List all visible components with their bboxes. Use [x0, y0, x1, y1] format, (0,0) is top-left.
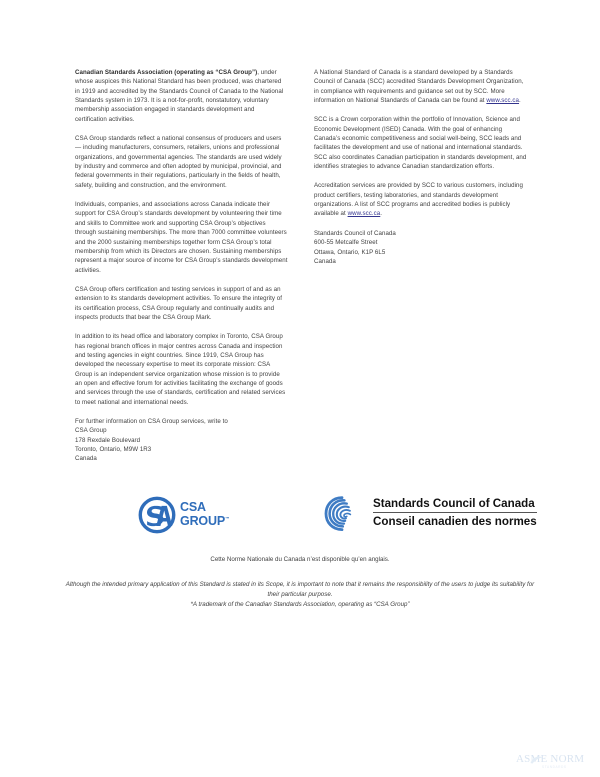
asme-norm-watermark — [516, 753, 600, 777]
scc-address-line-1: Standards Council of Canada — [314, 229, 396, 237]
scc-website-link-1[interactable]: www.scc.ca — [486, 97, 520, 105]
scope-disclaimer — [60, 580, 540, 610]
right-column — [314, 68, 527, 266]
nsc-definition-period: . — [519, 97, 521, 105]
disclaimer-line-1: Although the intended primary application of this Standard is stated in its Scope, it is important to note that it remains the responsibility of — [65, 581, 440, 588]
trademark-symbol: ™ — [225, 516, 230, 522]
scc-website-link-2[interactable]: www.scc.ca — [347, 210, 381, 218]
csa-address-line-4: Canada — [75, 455, 97, 463]
scc-accreditation-text: Accreditation services are provided by SCC to various customers, including product certifiers, testing laboratories, and standards development organizations. A list of SCC programs and accredited bodies is publicly available at — [314, 182, 523, 218]
watermark-swoosh-icon — [529, 754, 543, 765]
csa-bold-lead: Canadian Standards Association (operating as “CSA Group”) — [75, 69, 258, 76]
csa-wordmark-line1: CSA — [180, 499, 206, 514]
watermark-subtext: STANDARDS — [542, 765, 567, 769]
standards-council-canada-logo — [322, 492, 537, 534]
scc-spiral-icon — [322, 492, 362, 534]
csa-address-intro: For further information on CSA Group services, write to — [75, 418, 228, 425]
csa-circle-mark-icon — [138, 496, 176, 534]
disclaimer-trademark-line: *A trademark of the Canadian Standards Association, operating as “CSA Group” — [190, 601, 410, 608]
paragraph-scc-crown-corp: SCC is a Crown corporation within the portfolio of Innovation, Science and Economic Development (ISED) Canada. With the goal of enhancing Canada’s economic competitiveness and social well-being, SCC leads and facilitates the development and use of national and international standards. SCC also coordinates Canadian participation in standards development, and identifies strategies to advance Canadian standardization efforts. — [314, 116, 527, 171]
french-availability-note: Cette Norme Nationale du Canada n’est disponible qu’en anglais. — [210, 556, 390, 563]
paragraph-scc-accreditation — [314, 181, 527, 218]
csa-wordmark — [180, 499, 230, 529]
paragraph-csa-membership: Individuals, companies, and associations across Canada indicate their support for CSA Group’s standards development by volunteering their time and skills to Committee work and supporting CSA Group’s objectives through sustaining memberships. The more than 7000 committee volunteers and the 2000 sustaining memberships together form CSA Group’s total membership from which its Directors are chosen. Sustaining memberships represent a major source of income for CSA Group’s standards development activities. — [75, 201, 288, 274]
two-column-body — [75, 68, 527, 464]
logo-row — [0, 492, 600, 546]
paragraph-csa-offices: In addition to its head office and laboratory complex in Toronto, CSA Group has regional branch offices in major centres across Canada and inspection and testing agencies in eight countries. Since 1919, CSA Group has developed the necessary expertise to meet its corporate mission: CSA Group is an independent service organization whose mission is to provide an open and effective forum for activities facilitating the exchange of goods and services through the use of standards, certification and related services to meet national and international needs. — [75, 333, 286, 406]
left-column — [75, 68, 288, 464]
paragraph-nsc-definition — [314, 68, 527, 105]
scc-wordmark-french: Conseil canadien des normes — [373, 515, 537, 528]
paragraph-csa-consensus: CSA Group standards reflect a national consensus of producers and users — including manufacturers, consumers, retailers, unions and professional organizations, and governmental agencies. The standards are used widely by industry and commerce and often adopted by municipal, provincial, and federal governments in their regulations, particularly in the fields of health, safety, building and construction, and the environment. — [75, 135, 282, 189]
scc-address-line-2: 600-55 Metcalfe Street — [314, 239, 378, 247]
csa-wordmark-line2 — [180, 513, 229, 528]
csa-wordmark-group-text: GROUP — [180, 514, 226, 529]
csa-address-line-3: Toronto, Ontario, M9W 1R3 — [75, 446, 152, 454]
csa-intro-rest: , under whose auspices this National Standard has been produced, was chartered in 1919 and accredited by the Standards Council of Canada to the National Standards system in 1973. It is a not-for-profit, nonstatutory, voluntary membership association engaged in standards development and certification activities. — [75, 69, 284, 123]
scc-wordmark — [373, 496, 537, 530]
paragraph-csa-intro — [75, 68, 288, 124]
disclaimer-line-2: the users to judge its suitability for their particular purpose. — [267, 581, 535, 598]
watermark-text: ASME NORM — [516, 753, 585, 765]
scc-address-line-3: Ottawa, Ontario, K1P 6L5 — [314, 248, 386, 256]
csa-address-line-2: 178 Rexdale Boulevard — [75, 436, 141, 444]
csa-address-line-1: CSA Group — [75, 427, 107, 435]
scc-accreditation-period: . — [380, 210, 383, 218]
scc-address-line-4: Canada — [314, 257, 336, 265]
csa-group-logo — [138, 496, 229, 534]
paragraph-csa-certification: CSA Group offers certification and testing services in support of and as an extension to its standards development activities. To ensure the integrity of its certification process, CSA Group regularly and continually audits and inspects products that bear the CSA Group Mark. — [75, 285, 283, 321]
scc-wordmark-english: Standards Council of Canada — [373, 496, 537, 513]
nsc-definition-text: A National Standard of Canada is a standard developed by a Standards Council of Canada (SCC) accredited Standards Development Organization, in compliance with requirements and guidance set out by SCC. More information on National Standards of Canada can be found at — [314, 69, 524, 105]
